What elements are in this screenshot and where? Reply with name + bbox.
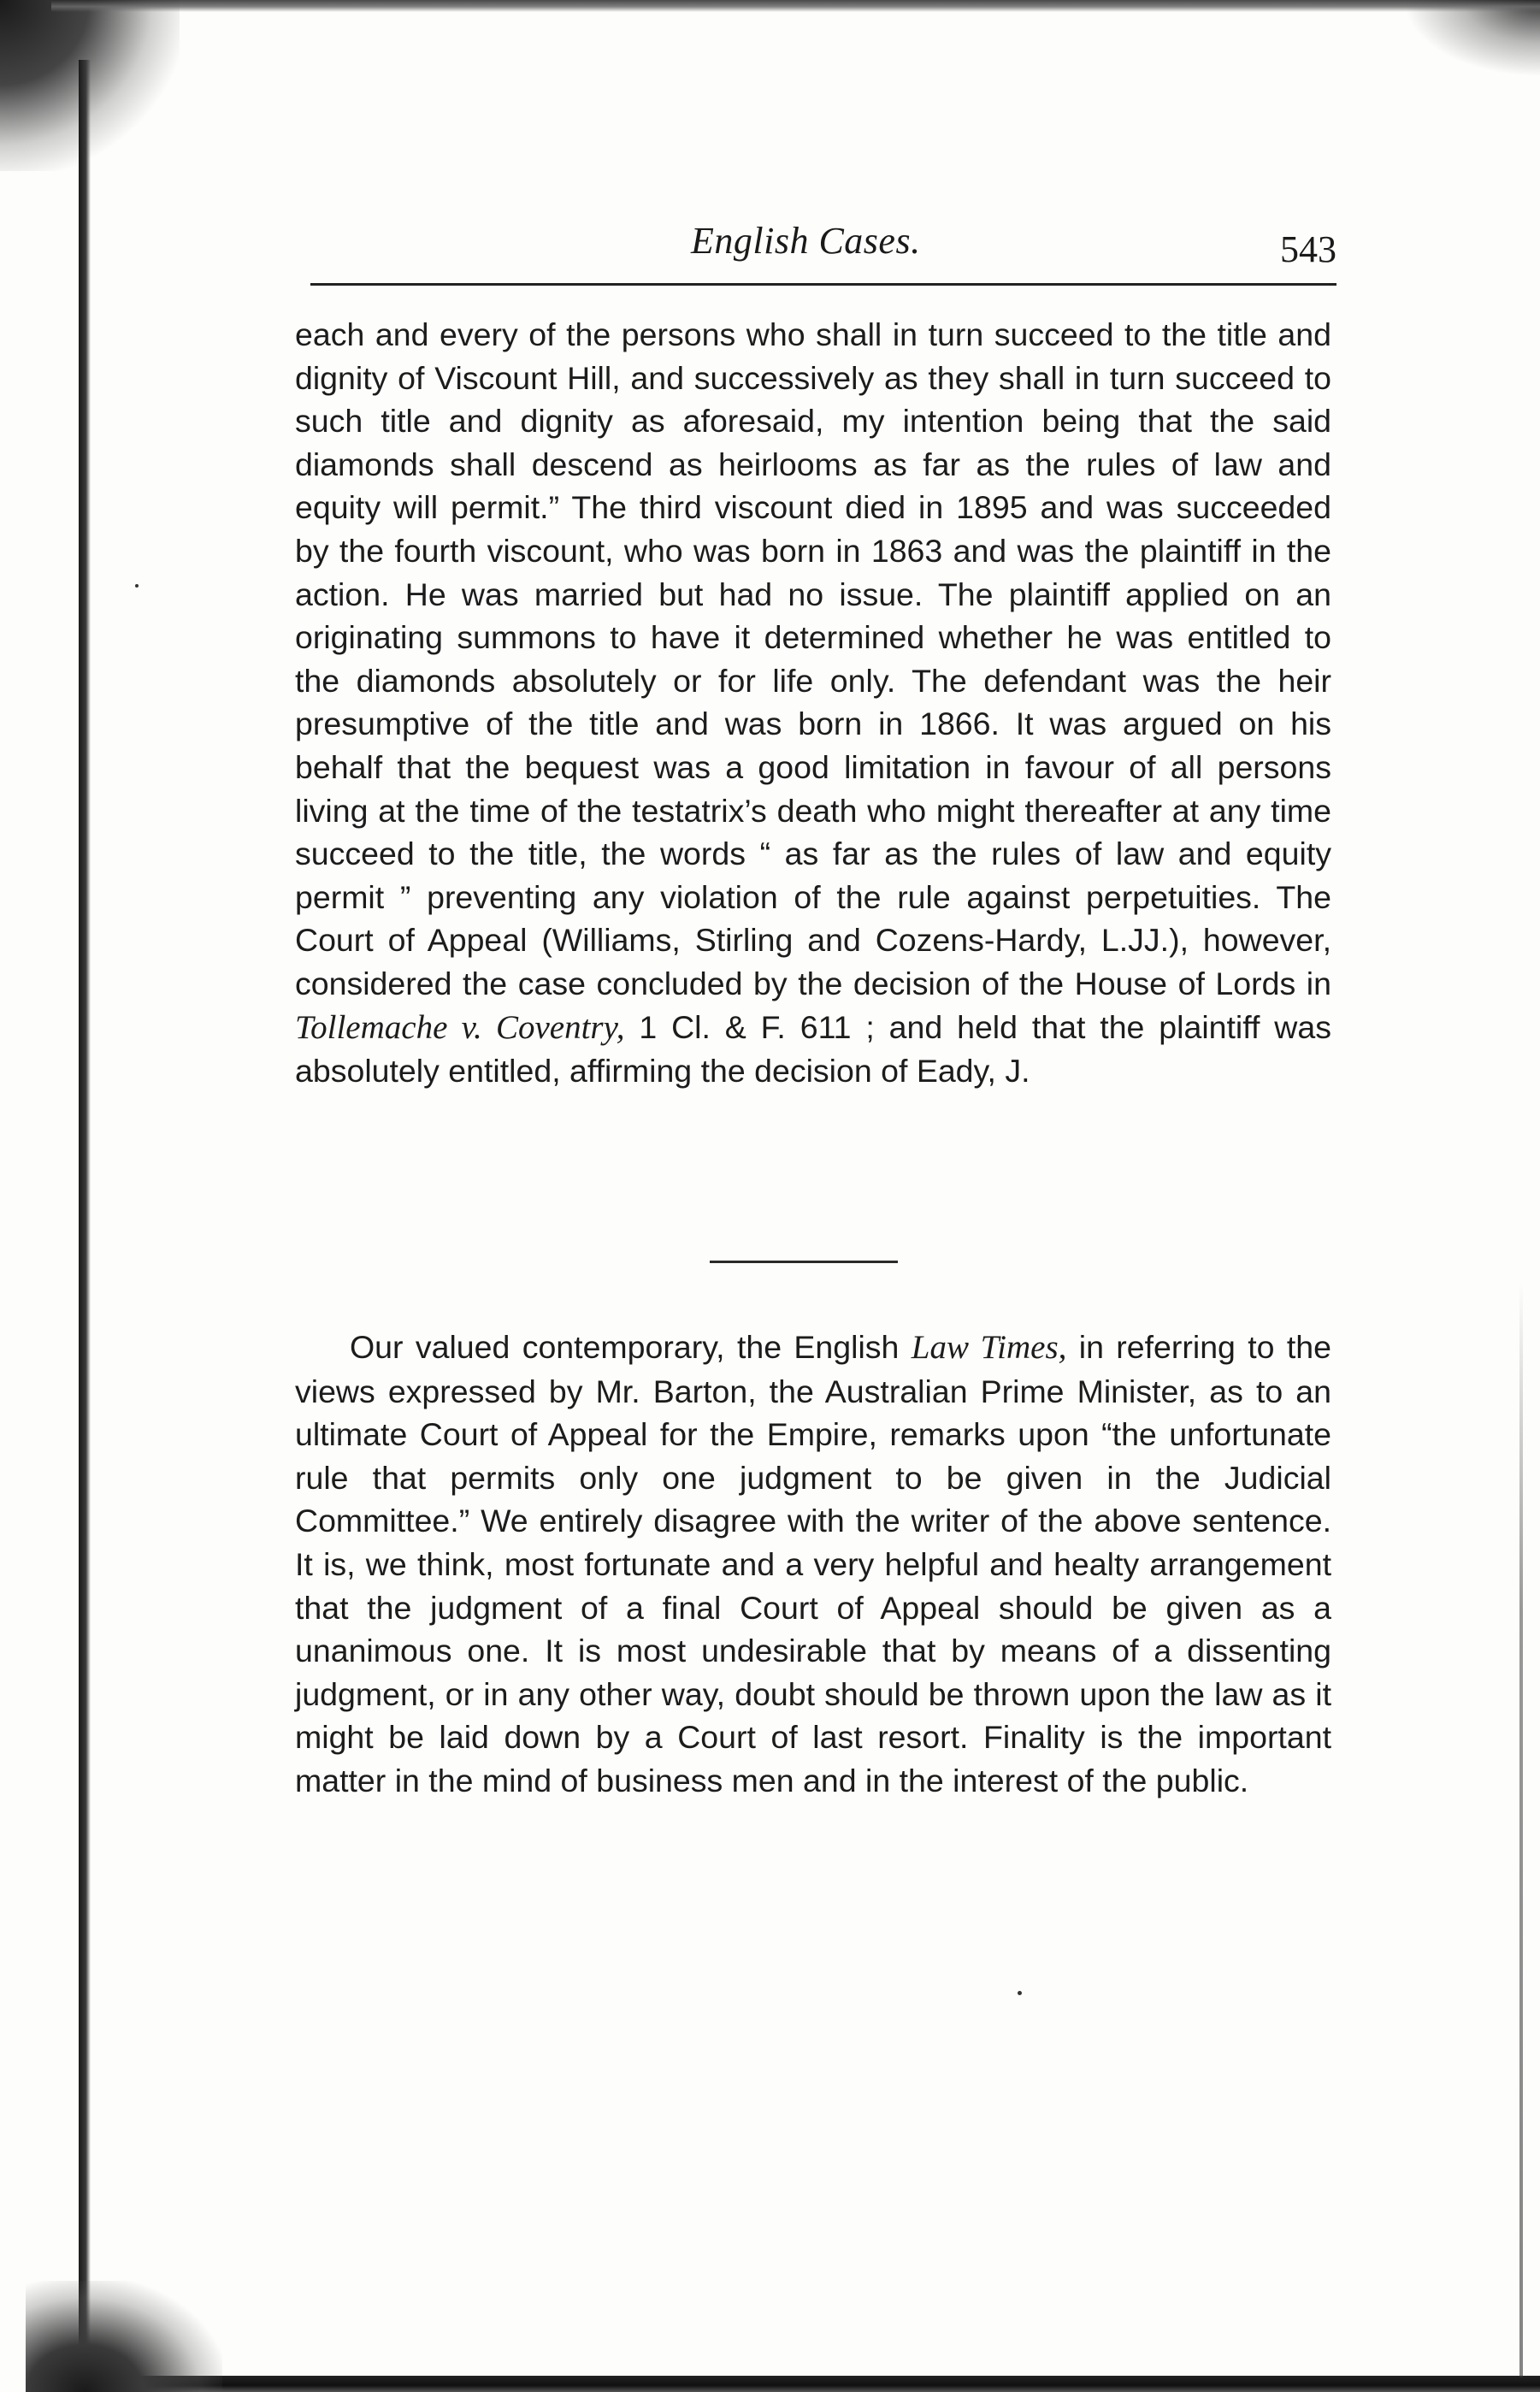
scan-shadow-bottom-left [26, 2281, 222, 2392]
page-header [306, 212, 1336, 281]
paragraph-segment: in referring to the views expressed by Mr. Barton, the Australian Prime Minister, as to an ultimate Court of Appeal for the Empire, remarks upon “the unfortunate rule that permits only one judgment to be given in the Judicial Committee.” We entirely disagree with the writer of the above sentence. It is, we think, most fortunate and a very helpful and healty arrangement that the judgment of a final Court of Appeal should be given as a unanimous one. It is most undesirable that by means of a dissenting judgment, or in any other way, doubt should be thrown upon the law as it might be laid down by a Court of last resort. Finality is the important matter in the mind of business men and in the interest of the public. [295, 1329, 1331, 1798]
paragraph-segment: 1 Cl. & F. 611 ; and held that the plaintiff was absolutely entitled, affirming the decision of Eady, J. [295, 1008, 1331, 1090]
scan-speck [1018, 1991, 1022, 1995]
paragraph-segment: each and every of the persons who shall in turn succeed to the title and dignity of Viscount Hill, and successively as they shall in turn succeed to such title and dignity as aforesaid, my intention being that the said diamonds shall descend as heirlooms as far as the rules of law and equity will permit.” The third viscount died in 1895 and was succeeded by the fourth viscount, who was born in 1863 and was the plaintiff in the action. He was married but had no issue. The plaintiff applied on an originating summons to have it determined whether he was entitled to the diamonds absolutely or for life only. The defendant was the heir presumptive of the title and was born in 1866. It was argued on his behalf that the bequest was a good limitation in favour of all persons living at the time of the testatrix’s death who might thereafter at any time succeed to the title, the words “ as far as the rules of law and equity permit ” preventing any violation of the rule against perpetuities. The Court of Appeal (Williams, Stirling and Cozens-Hardy, L.JJ.), however, considered the case concluded by the decision of the House of Lords in [295, 316, 1331, 1001]
scan-edge-bottom [77, 2376, 1540, 2392]
paragraph-case-report [295, 313, 1331, 1093]
case-citation-italic: Tollemache v. Coventry, [295, 1008, 625, 1046]
paragraph-segment: Our valued contemporary, the English [350, 1329, 912, 1365]
scan-edge-right [1519, 1283, 1523, 2377]
publication-title-italic: Law Times, [911, 1329, 1067, 1366]
scan-edge-left [79, 60, 91, 2369]
page-number: 543 [1280, 228, 1336, 270]
paragraph-editorial [295, 1326, 1331, 1803]
scan-speck [135, 584, 139, 588]
section-divider [710, 1261, 898, 1263]
header-rule [310, 283, 1336, 286]
scan-edge-top [51, 0, 1540, 12]
running-title: English Cases. [691, 220, 921, 262]
